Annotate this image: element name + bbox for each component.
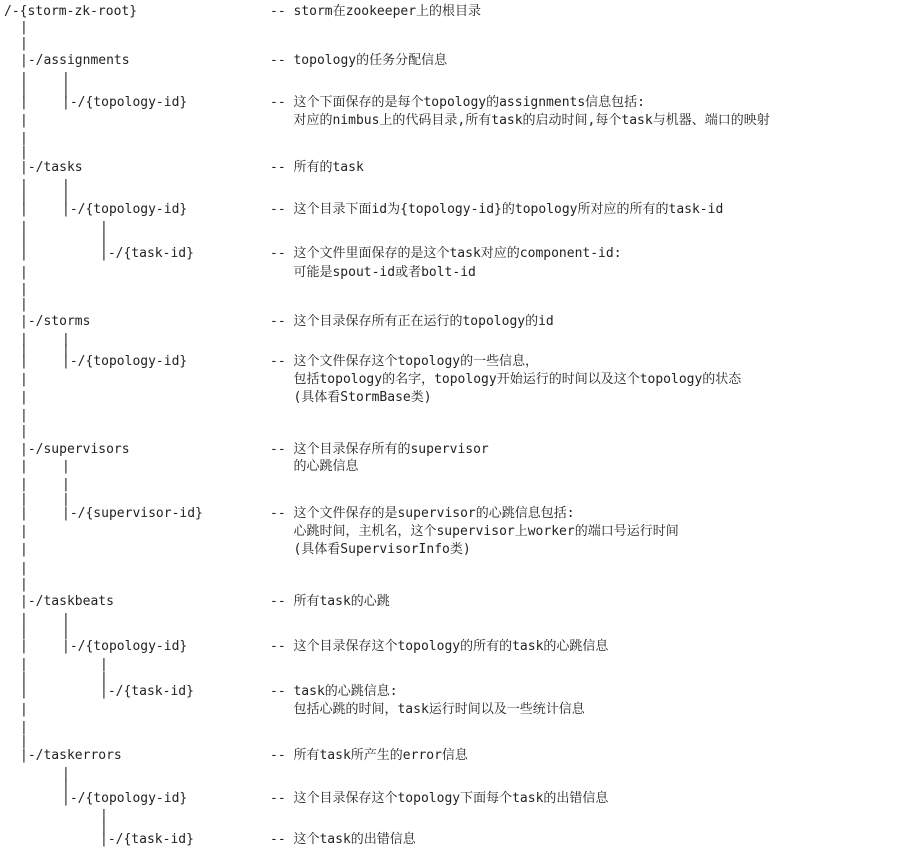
tree-connector: | [20,178,28,193]
node-description-continued: 的心跳信息 [293,459,359,474]
tree-connector: | [100,233,108,248]
node-label: |-/{topology-id} [62,791,188,806]
node-description: -- 这个文件保存这个topology的一些信息， [270,354,539,369]
tree-connector: | [20,524,28,539]
tree-connector: | [20,297,28,312]
tree-connector: | [20,424,28,439]
tree-connector: | [20,145,28,160]
tree-connector: | [20,36,28,51]
tree-connector: | [62,766,70,781]
tree-connector: | [100,820,108,835]
tree-connector: | [20,265,28,280]
tree-connector: | [20,506,28,521]
tree-connector: | [20,612,28,627]
tree-connector: | [20,408,28,423]
node-label: |-/tasks [20,160,83,175]
node-label: |-/{task-id} [100,246,194,261]
tree-connector: | [20,191,28,206]
node-description-continued: 包括topology的名字，topology开始运行的时间以及这个topology的状态 [293,372,742,387]
tree-connector: | [20,492,28,507]
tree-connector: | [20,390,28,405]
tree-connector: | [20,282,28,297]
tree-connector: | [20,332,28,347]
node-description: -- 所有task的心跳 [270,594,390,609]
tree-connector: | [20,20,28,35]
tree-connector: | [20,684,28,699]
tree-connector: | [100,808,108,823]
node-label: |-/assignments [20,53,130,68]
node-description: -- 所有task所产生的error信息 [270,748,468,763]
tree-connector: | [20,702,28,717]
tree-connector: | [100,657,108,672]
node-description-continued: (具体看StormBase类) [293,390,432,405]
node-label: |-/{topology-id} [62,202,188,217]
node-description: -- 这个文件保存的是supervisor的心跳信息包括: [270,506,575,521]
tree-connector: | [62,191,70,206]
tree-connector: | [62,332,70,347]
tree-connector: | [62,71,70,86]
tree-connector: | [20,372,28,387]
tree-connector: | [20,343,28,358]
tree-connector: | [62,178,70,193]
tree-connector: | [62,459,70,474]
tree-connector: | [20,625,28,640]
tree-connector: | [20,202,28,217]
tree-connector: | [20,639,28,654]
tree-connector: | [20,657,28,672]
tree-connector: | [62,343,70,358]
tree-connector: | [62,612,70,627]
node-description-continued: 对应的nimbus上的代码目录,所有task的启动时间,每个task与机器、端口的映射 [293,113,770,128]
node-description: -- task的心跳信息: [270,684,398,699]
tree-connector: | [100,220,108,235]
tree-connector: | [20,542,28,557]
node-label: |-/{topology-id} [62,95,188,110]
node-description: -- 这个下面保存的是每个topology的assignments信息包括: [270,95,646,110]
tree-connector: | [20,354,28,369]
node-label: |-/{topology-id} [62,639,188,654]
node-description: -- topology的任务分配信息 [270,53,448,68]
tree-connector: | [20,84,28,99]
node-label: |-/{task-id} [100,684,194,699]
tree-connector: | [62,477,70,492]
node-description: -- 这个task的出错信息 [270,832,416,847]
tree-connector: | [62,778,70,793]
node-description-continued: (具体看SupervisorInfo类) [293,542,471,557]
tree-connector: | [20,671,28,686]
node-label: |-/{supervisor-id} [62,506,203,521]
tree-connector: | [20,220,28,235]
node-description: -- 这个目录保存这个topology的所有的task的心跳信息 [270,639,609,654]
tree-connector: | [62,492,70,507]
node-description: -- 这个目录下面id为{topology-id}的topology所对应的所有的task-id [270,202,724,217]
node-description: -- 这个目录保存所有的supervisor [270,442,489,457]
tree-connector: | [20,246,28,261]
tree-connector: | [20,233,28,248]
node-label: /-{storm-zk-root} [4,4,138,19]
tree-connector: | [100,671,108,686]
tree-connector: | [20,113,28,128]
node-label: |-/taskerrors [20,748,122,763]
tree-connector: | [20,71,28,86]
node-description: -- 所有的task [270,160,364,175]
tree-connector: | [62,625,70,640]
node-label: |-/{topology-id} [62,354,188,369]
node-description-continued: 包括心跳的时间，task运行时间以及一些统计信息 [293,702,585,717]
tree-connector: | [20,720,28,735]
node-label: |-/{task-id} [100,832,194,847]
node-label: |-/supervisors [20,442,130,457]
tree-connector: | [20,131,28,146]
node-description: -- 这个文件里面保存的是这个task对应的component-id: [270,246,622,261]
tree-connector: | [20,95,28,110]
tree-connector: | [62,84,70,99]
node-description: -- 这个目录保存所有正在运行的topology的id [270,314,554,329]
node-description-continued: 心跳时间，主机名，这个supervisor上worker的端口号运行时间 [293,524,679,539]
node-description-continued: 可能是spout-id或者bolt-id [293,265,476,280]
tree-connector: | [20,477,28,492]
node-label: |-/taskbeats [20,594,114,609]
tree-connector: | [20,734,28,749]
node-label: |-/storms [20,314,91,329]
node-description: -- storm在zookeeper上的根目录 [270,4,482,19]
tree-connector: | [20,561,28,576]
tree-connector: | [20,577,28,592]
tree-connector: | [20,459,28,474]
node-description: -- 这个目录保存这个topology下面每个task的出错信息 [270,791,609,806]
